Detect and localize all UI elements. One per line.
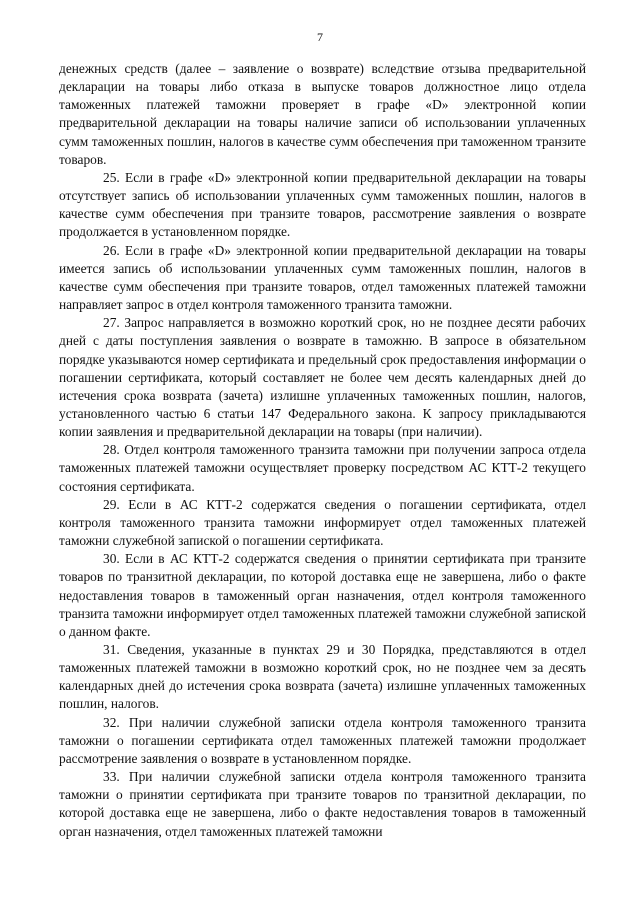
document-body: [59, 60, 586, 841]
paragraph-27: 27. Запрос направляется в возможно короткий срок, но не позднее десяти рабочих дней с даты поступления заявления о возврате в таможню. В запросе в обязательном порядке указываются номер сертификата и предельный срок предоставления информации о погашении сертификата, который составляет не более чем десять календарных дней до истечения срока возврата (зачета) излишне уплаченных таможенных пошлин, налогов, установленного частью 6 статьи 147 Федерального закона. К запросу прикладываются копии заявления и предварительной декларации на товары (при наличии).: [59, 315, 586, 440]
page-number: 7: [317, 30, 323, 44]
paragraph-31: 31. Сведения, указанные в пунктах 29 и 30 Порядка, представляются в отдел таможенных платежей таможни в возможно короткий срок, но не позднее чем за десять календарных дней до истечения срока возврата (зачета) излишне уплаченных таможенных пошлин, налогов.: [59, 642, 586, 712]
paragraph-25: 25. Если в графе «D» электронной копии предварительной декларации на товары отсутствует запись об использовании уплаченных сумм таможенных пошлин, налогов в качестве сумм обеспечения при транзите товаров, рассмотрение заявления о возврате продолжается в установленном порядке.: [59, 169, 586, 240]
paragraph-continuation: денежных средств (далее – заявление о возврате) вследствие отзыва предварительной декларации на товары либо отказа в выпуске товаров должностное лицо отдела таможенных платежей таможни проверяет в графе «D» электронной копии предварительной декларации на товары наличие записи об использовании уплаченных сумм таможенных пошлин, налогов в качестве сумм обеспечения при таможенном транзите товаров.: [59, 61, 586, 167]
paragraph-33: 33. При наличии служебной записки отдела контроля таможенного транзита таможни о принятии сертификата при транзите товаров по транзитной декларации, по которой доставка еще не завершена, либо о факте недоставления товаров в таможенный орган назначения, отдел таможенных платежей таможни: [59, 769, 586, 839]
paragraph-30: 30. Если в АС КТТ-2 содержатся сведения о принятии сертификата при транзите товаров по транзитной декларации, по которой доставка еще не завершена, либо о факте недоставления товаров в таможенный орган назначения, отдел контроля таможенного транзита таможни информирует отдел таможенных платежей таможни служебной запиской о данном факте.: [59, 551, 586, 639]
paragraph-26: 26. Если в графе «D» электронной копии предварительной декларации на товары имеется запись об использовании уплаченных сумм таможенных пошлин, налогов в качестве сумм обеспечения при транзите товаров, отдел таможенных платежей таможни направляет запрос в отдел контроля таможенного транзита таможни.: [59, 242, 586, 313]
paragraph-29: 29. Если в АС КТТ-2 содержатся сведения о погашении сертификата, отдел контроля таможенного транзита таможни информирует отдел таможенных платежей таможни служебной запиской о погашении сертификата.: [59, 496, 586, 549]
paragraph-32: 32. При наличии служебной записки отдела контроля таможенного транзита таможни о погашении сертификата отдел таможенных платежей таможни продолжает рассмотрение заявления о возврате в установленном порядке.: [59, 714, 586, 766]
paragraph-28: 28. Отдел контроля таможенного транзита таможни при получении запроса отдела таможенных платежей таможни осуществляет проверку посредством АС КТТ-2 текущего состояния сертификата.: [59, 442, 586, 494]
